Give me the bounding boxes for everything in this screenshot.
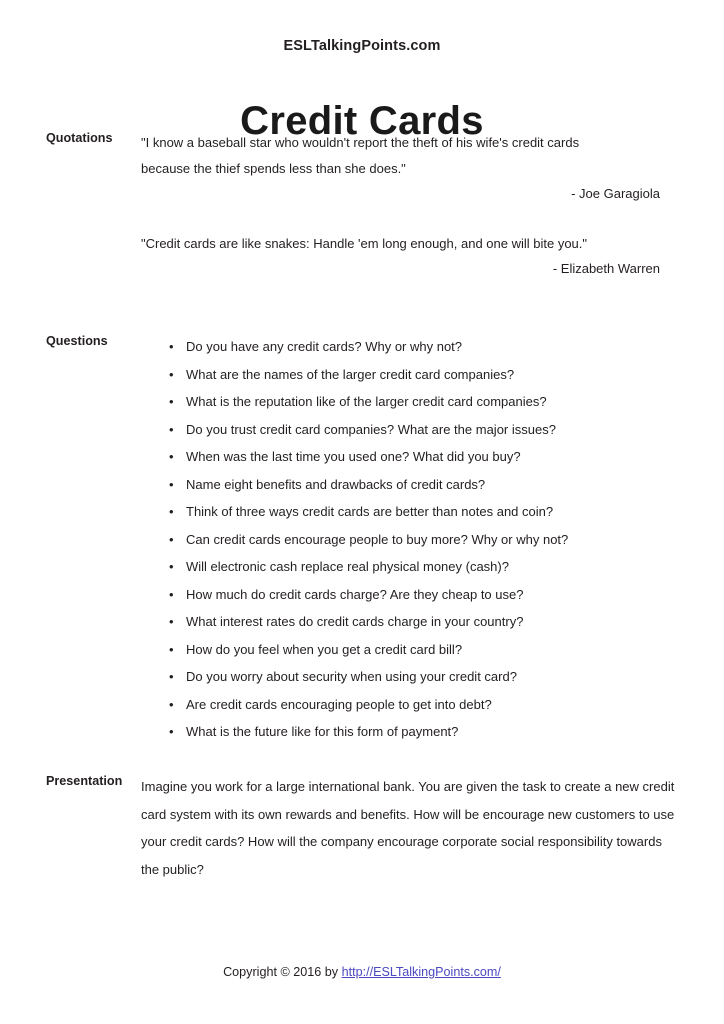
- question-item: [141, 553, 678, 581]
- bullet-icon: •: [169, 421, 174, 437]
- question-text: What is the future like for this form of payment?: [186, 724, 459, 739]
- question-text: Can credit cards encourage people to buy more? Why or why not?: [186, 531, 569, 547]
- question-text: Will electronic cash replace real physical money (cash)?: [186, 559, 509, 574]
- bullet-icon: •: [169, 586, 174, 602]
- question-item: [141, 416, 678, 444]
- question-text: Think of three ways credit cards are better than notes and coin?: [186, 504, 554, 519]
- quotations-label: Quotations: [46, 131, 113, 145]
- quotation-item: [141, 231, 678, 282]
- page-title: Credit Cards: [240, 98, 484, 143]
- question-text: Do you have any credit cards? Why or why not?: [186, 339, 463, 354]
- question-text: Do you trust credit card companies? What are the major issues?: [186, 421, 556, 437]
- presentation-section: [46, 773, 678, 883]
- question-text: When was the last time you used one? What did you buy?: [186, 449, 521, 464]
- question-item: [141, 361, 678, 389]
- presentation-text: Imagine you work for a large international bank. You are given the task to create a new credit card system with its own rewards and benefits. How will be encourage new customers to use your credit cards? How will the company encourage corporate social responsibility towards the public?: [141, 779, 675, 877]
- bullet-icon: •: [169, 614, 174, 629]
- bullet-icon: •: [169, 449, 174, 464]
- question-item: [141, 663, 678, 691]
- question-item: [141, 471, 678, 499]
- question-item: [141, 388, 678, 416]
- question-item: [141, 526, 678, 554]
- website-link[interactable]: http://ESLTalkingPoints.com/: [341, 965, 501, 979]
- question-text: How do you feel when you get a credit card bill?: [186, 641, 463, 657]
- bullet-icon: •: [169, 339, 174, 354]
- question-text: Do you worry about security when using your credit card?: [186, 669, 517, 684]
- quotation-text: "I know a baseball star who wouldn't report the theft of his wife's credit cards because the thief spends less than she does.": [141, 135, 580, 176]
- bullet-icon: •: [169, 669, 174, 684]
- question-item: [141, 498, 678, 526]
- question-item: [141, 608, 678, 636]
- bullet-icon: •: [169, 641, 174, 657]
- quotation-item: [141, 130, 678, 207]
- footer: [0, 965, 724, 979]
- question-item: [141, 636, 678, 664]
- question-text: What interest rates do credit cards charge in your country?: [186, 614, 524, 629]
- quotations-body: [141, 130, 678, 282]
- bullet-icon: •: [169, 531, 174, 547]
- questions-list: [141, 333, 678, 746]
- bullet-icon: •: [169, 724, 174, 739]
- questions-body: [141, 333, 678, 746]
- question-item: [141, 333, 678, 361]
- bullet-icon: •: [169, 476, 174, 492]
- questions-section: [46, 333, 678, 746]
- presentation-body: [141, 773, 678, 883]
- quotation-text: "Credit cards are like snakes: Handle 'em long enough, and one will bite you.": [141, 235, 588, 251]
- quotation-attribution: - Joe Garagiola: [571, 186, 660, 201]
- question-text: Are credit cards encouraging people to get into debt?: [186, 696, 492, 712]
- questions-label: Questions: [46, 334, 108, 348]
- bullet-icon: •: [169, 696, 174, 712]
- quotation-spacer: [141, 207, 678, 231]
- question-item: [141, 691, 678, 719]
- quotation-attribution: - Elizabeth Warren: [552, 261, 660, 276]
- question-item: [141, 443, 678, 471]
- bullet-icon: •: [169, 366, 174, 382]
- bullet-icon: •: [169, 559, 174, 574]
- question-item: [141, 581, 678, 609]
- question-text: What are the names of the larger credit card companies?: [186, 366, 515, 382]
- question-item: [141, 718, 678, 746]
- presentation-label: Presentation: [46, 774, 123, 788]
- bullet-icon: •: [169, 394, 174, 409]
- question-text: What is the reputation like of the larger credit card companies?: [186, 394, 547, 409]
- question-text: How much do credit cards charge? Are they cheap to use?: [186, 586, 524, 602]
- bullet-icon: •: [169, 504, 174, 519]
- question-text: Name eight benefits and drawbacks of credit cards?: [186, 476, 486, 492]
- site-name-header: ESLTalkingPoints.com: [283, 38, 441, 54]
- quotations-section: [46, 130, 678, 282]
- copyright-text: Copyright © 2016 by: [223, 965, 342, 979]
